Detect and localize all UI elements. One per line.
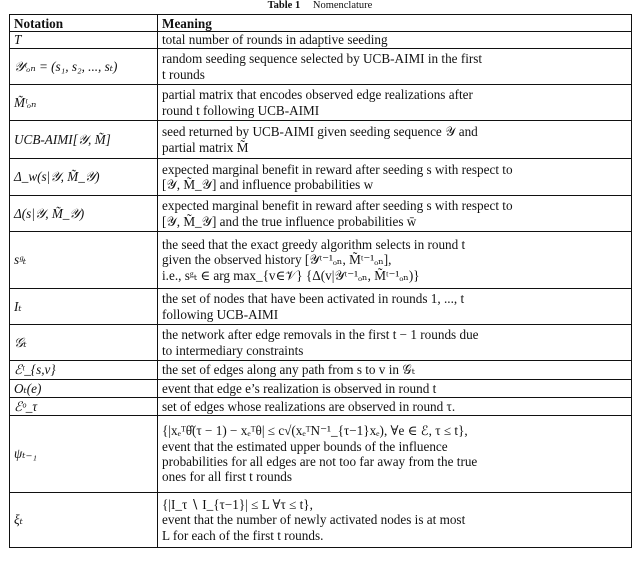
table-row [10, 85, 632, 121]
notation-cell: ℰᵒ_τ [10, 398, 158, 416]
meaning-line: the seed that the exact greedy algorithm selects in round t [162, 236, 466, 252]
notation-cell: Oₜ(e) [10, 380, 158, 398]
meaning-line: t rounds [162, 66, 205, 82]
meaning-cell [158, 493, 632, 548]
table-row [10, 232, 632, 289]
notation-cell: ξₜ [10, 493, 158, 548]
meaning-line: event that the number of newly activated nodes is at most [162, 512, 466, 528]
table-row [10, 32, 632, 49]
meaning-line: round t following UCB-AIMI [162, 102, 320, 118]
meaning-line: to intermediary constraints [162, 342, 304, 358]
table-row [10, 398, 632, 416]
meaning-line: [𝒴, M̃_𝒴] and the true influence probabilities w̄ [162, 213, 417, 229]
meaning-line: probabilities for all edges are not too far away from the true [162, 454, 478, 469]
meaning-cell [158, 121, 632, 159]
meaning-cell [158, 416, 632, 493]
meaning-cell [158, 325, 632, 361]
table-row [10, 493, 632, 548]
meaning-line: set of edges whose realizations are observed in round τ. [162, 398, 456, 414]
notation-cell: Δ_w(s|𝒴, M̃_𝒴) [10, 159, 158, 196]
table-row [10, 380, 632, 398]
notation-cell: M̃ᵗₒₙ [10, 85, 158, 121]
meaning-cell [158, 398, 632, 416]
notation-cell: ℰᵗ_{s,v} [10, 361, 158, 380]
table-caption [0, 0, 640, 13]
meaning-cell [158, 32, 632, 49]
meaning-line: the network after edge removals in the first t − 1 rounds due [162, 327, 479, 343]
caption-label: Table 1 [267, 0, 301, 11]
meaning-line: expected marginal benefit in reward after seeding s with respect to [162, 198, 513, 214]
notation-cell: UCB-AIMI[𝒴, M̃] [10, 121, 158, 159]
meaning-cell [158, 380, 632, 398]
header-row [10, 15, 632, 32]
notation-cell: sᵍₜ [10, 232, 158, 289]
meaning-line: the set of edges along any path from s to v in 𝒢ₜ [162, 362, 415, 378]
table-row [10, 49, 632, 85]
notation-cell: 𝒢ₜ [10, 325, 158, 361]
meaning-line: given the observed history [𝒴ᵗ⁻¹ₒₙ, M̃ᵗ⁻¹ₒₙ], [162, 252, 392, 268]
header-meaning: Meaning [158, 15, 632, 32]
meaning-line: the set of nodes that have been activated in rounds 1, ..., t [162, 291, 465, 307]
header-notation: Notation [10, 15, 158, 32]
meaning-line: [𝒴, M̃_𝒴] and influence probabilities w [162, 177, 374, 192]
meaning-line: seed returned by UCB-AIMI given seeding sequence 𝒴 and [162, 124, 478, 140]
table-row [10, 159, 632, 196]
meaning-line: total number of rounds in adaptive seeding [162, 32, 388, 48]
meaning-line: i.e., sᵍₜ ∈ arg max_{v∈𝒱} {Δ(v|𝒴ᵗ⁻¹ₒₙ, M̃ᵗ⁻¹ₒₙ)} [162, 267, 420, 283]
nomenclature-table [9, 14, 632, 548]
meaning-cell [158, 159, 632, 196]
meaning-cell [158, 196, 632, 232]
meaning-cell [158, 49, 632, 85]
table-row [10, 121, 632, 159]
meaning-line: event that edge e’s realization is observed in round t [162, 380, 437, 396]
notation-cell: Iₜ [10, 289, 158, 325]
meaning-line: expected marginal benefit in reward after seeding s with respect to [162, 161, 513, 177]
meaning-line: L for each of the first t rounds. [162, 527, 324, 543]
meaning-cell [158, 289, 632, 325]
meaning-line: partial matrix that encodes observed edge realizations after [162, 87, 473, 103]
meaning-line: event that the estimated upper bounds of the influence [162, 438, 448, 454]
meaning-line: {|xₑᵀθ̂(τ − 1) − xₑᵀθ| ≤ c√(xₑᵀN⁻¹_{τ−1}xₑ), ∀e ∈ ℰ, τ ≤ t}, [162, 423, 468, 439]
meaning-line: partial matrix M̃ [162, 139, 249, 155]
meaning-cell [158, 232, 632, 289]
meaning-line: following UCB-AIMI [162, 306, 279, 322]
table-row [10, 196, 632, 232]
meaning-cell [158, 361, 632, 380]
table-row [10, 325, 632, 361]
table-row [10, 416, 632, 493]
notation-cell: 𝒴ᵗₒₙ = (s₁, s₂, ..., sₜ) [10, 49, 158, 85]
notation-cell: T [10, 32, 158, 49]
table-row [10, 289, 632, 325]
meaning-cell [158, 85, 632, 121]
notation-cell: ψₜ₋₁ [10, 416, 158, 493]
meaning-line: ones for all first t rounds [162, 469, 293, 485]
meaning-line: {|I_τ ∖ I_{τ−1}| ≤ L ∀τ ≤ t}, [162, 496, 313, 512]
caption-title: Nomenclature [312, 0, 373, 11]
meaning-line: random seeding sequence selected by UCB-AIMI in the first [162, 51, 483, 67]
table-row [10, 361, 632, 380]
notation-cell: Δ(s|𝒴, M̃_𝒴) [10, 196, 158, 232]
